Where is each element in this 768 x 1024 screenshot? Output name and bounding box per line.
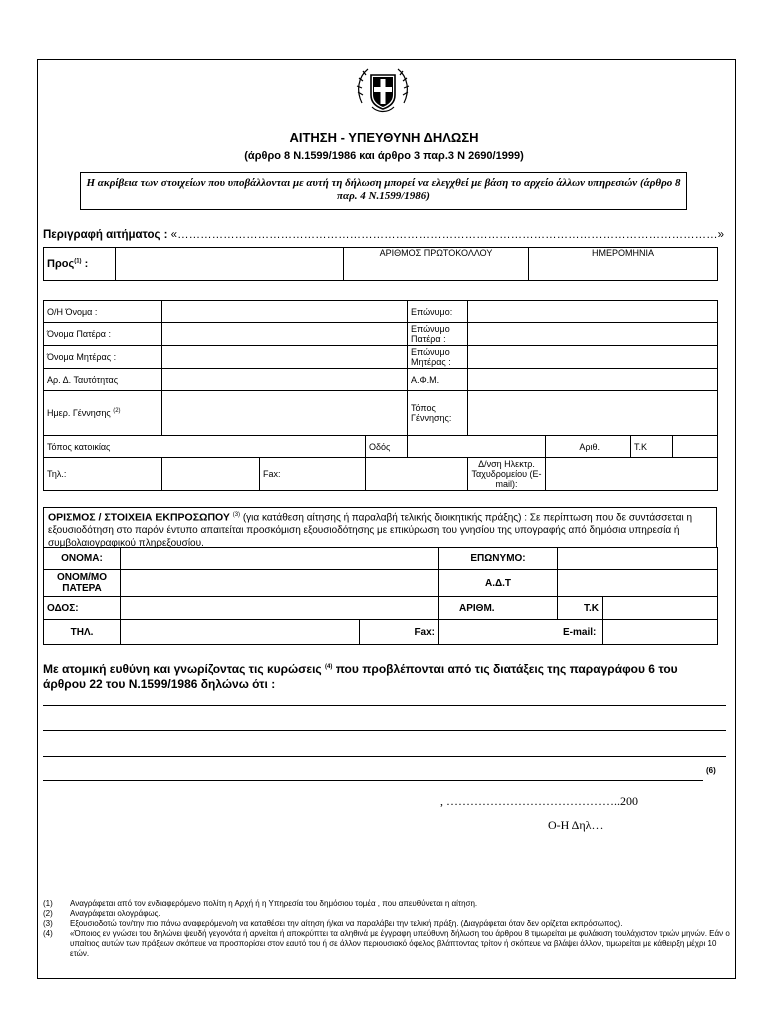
afm-field[interactable] [468,369,718,391]
rep-name-label: ΟΝΟΜΑ: [44,548,121,570]
protocol-cell[interactable] [344,248,529,281]
place-date-line[interactable]: , ……………………………………..200 [440,794,638,808]
id-number-field[interactable] [162,369,408,391]
rep-number-label: ΑΡΙΘΜ. [439,597,558,620]
afm-label: Α.Φ.Μ. [408,369,468,391]
mother-surname-field[interactable] [468,346,718,369]
representative-description: (για κατάθεση αίτησης ή παραλαβή τελικής διοικητικής πράξης) : Σε περίπτωση που δε συντάσσεται η εξουσιοδότηση στο παρόν έντυπο απαιτείται προσκόμιση εξουσιοδότησης με επικύρωση του γνησίου της υπογραφής από δημόσια υπηρεσία ή συμβολαιογραφικού πληρεξουσίου. [48,512,693,550]
rep-adt-label: Α.Δ.Τ [439,570,558,597]
footnotes [43,899,733,959]
rep-phone-label: ΤΗΛ. [44,620,121,645]
footnote-4: (4) «Όποιος εν γνώσει του δηλώνει ψευδή γεγονότα ή αρνείται ή αποκρύπτει τα αληθινά με έγγραφη υπεύθυνη δήλωση του άρθρου 8 τιμωρείται με φυλάκιση τουλάχιστον τριών μηνών. Εάν ο υπαίτιος αυτών των πράξεων σκόπευε να προσπορίσει στον εαυτό του ή σε άλλον περιουσιακό όφελος βλάπτοντας τρίτον ή σκόπευε να βλάψει άλλον, τιμωρείται με κάθειρξη μέχρι 10 ετών. [43,929,730,958]
date-label: ΗΜΕΡΟΜΗΝΙΑ [591,248,654,258]
rep-postal-label: Τ.Κ [558,597,603,620]
postal-field[interactable] [673,436,718,458]
surname-label: Επώνυμο: [408,301,468,323]
mother-name-field[interactable] [162,346,408,369]
rep-surname-label: ΕΠΩΝΥΜΟ: [439,548,558,570]
footnote-2: (2) Αναγράφεται ολογράφως. [43,909,161,918]
surname-field[interactable] [468,301,718,323]
birth-date-label: Ημερ. Γέννησης $^{(2)}$ [44,391,162,436]
coat-of-arms-emblem [352,61,414,123]
name-label: Ο/Η Όνομα : [44,301,162,323]
birth-place-field[interactable] [468,391,718,436]
rep-fax-label: Fax: [360,620,439,645]
recipient-field[interactable] [116,248,344,281]
to-label-cell: Προς$^{(1)}$ : [44,248,116,281]
recipient-table [43,247,718,281]
signer-label: Ο-Η Δηλ… [548,818,604,832]
representative-table [43,547,718,645]
description-label: Περιγραφή αιτήματος : [43,229,168,241]
birth-place-label: Τόπος Γέννησης: [408,391,468,436]
rep-father-name-label: ΟΝΟΜ/ΜΟ ΠΑΤΕΡΑ [44,570,121,597]
father-surname-label: Επώνυμο Πατέρα : [408,323,468,346]
declaration-line-3[interactable] [43,756,726,757]
fax-label: Fax: [260,458,366,491]
accuracy-notice: Η ακρίβεια των στοιχείων που υποβάλλονται με αυτή τη δήλωση μπορεί να ελεγχθεί με βάση το αρχείο άλλων υπηρεσιών (άρθρο 8 παρ. 4 Ν.1599/1986) [80,172,687,210]
applicant-table [43,300,718,491]
mother-name-label: Όνομα Μητέρας : [44,346,162,369]
rep-adt-field[interactable] [558,570,718,597]
rep-name-field[interactable] [121,548,439,570]
form-title: ΑΙΤΗΣΗ - ΥΠΕΥΘΥΝΗ ΔΗΛΩΣΗ [289,130,479,145]
fax-field[interactable] [366,458,468,491]
father-name-field[interactable] [162,323,408,346]
date-cell[interactable] [529,248,718,281]
declaration-line-2[interactable] [43,730,726,731]
rep-postal-field[interactable] [603,597,718,620]
street-label: Οδός [366,436,408,458]
description-dots: «……………………………………………………………………………………………………………………………» [170,229,724,241]
footnote-1: (1) Αναγράφεται από τον ενδιαφερόμενο πολίτη η Αρχή ή η Υπηρεσία του δημόσιου τομέα , που απευθύνεται η αίτηση. [43,899,478,908]
request-description[interactable] [43,229,723,241]
representative-heading: ΟΡΙΣΜΟΣ / ΣΤΟΙΧΕΙΑ ΕΚΠΡΟΣΩΠΟΥ [48,511,230,524]
residence-label: Τόπος κατοικίας [44,436,366,458]
email-label: Δ/νση Ηλεκτρ. Ταχυδρομείου (E-mail): [468,458,546,491]
street-field[interactable] [408,436,546,458]
phone-field[interactable] [162,458,260,491]
rep-father-name-field[interactable] [121,570,439,597]
representative-section-header: ΟΡΙΣΜΟΣ / ΣΤΟΙΧΕΙΑ ΕΚΠΡΟΣΩΠΟΥ $^{(3)}$ (για κατάθεση αίτησης ή παραλαβή τελικής διοικητικής πράξης) : Σε περίπτωση που δε συντάσσεται η εξουσιοδότηση στο παρόν έντυπο απαιτείται προσκόμιση εξουσιοδότησης με επικύρωση του γνησίου της υπογραφής από δημόσια υπηρεσία ή συμβολαιογραφικού πληρεξουσίου. [43,507,717,547]
declaration-line-4[interactable] [43,780,703,781]
declaration-line-1[interactable] [43,705,726,706]
form-subtitle: (άρθρο 8 Ν.1599/1986 και άρθρο 3 παρ.3 Ν 2690/1999) [244,150,524,162]
number-label: Αριθ. [546,436,631,458]
name-field[interactable] [162,301,408,323]
rep-phone-field[interactable] [121,620,360,645]
father-surname-field[interactable] [468,323,718,346]
protocol-label: ΑΡΙΘΜΟΣ ΠΡΩΤΟΚΟΛΛΟΥ [379,248,493,258]
mother-surname-label: Επώνυμο Μητέρας : [408,346,468,369]
father-name-label: Όνομα Πατέρα : [44,323,162,346]
rep-surname-field[interactable] [558,548,718,570]
rep-email-label: E-mail: [563,626,597,638]
postal-label: Τ.Κ [631,436,673,458]
phone-label: Τηλ.: [44,458,162,491]
email-field[interactable] [546,458,718,491]
rep-street-label: ΟΔΟΣ: [44,597,121,620]
id-number-label: Αρ. Δ. Ταυτότητας [44,369,162,391]
footnote-3: (3) Εξουσιοδοτώ τον/την πιο πάνω αναφερόμενο/η να καταθέσει την αίτηση ή/και να παραλάβει την τελική πράξη. (Διαγράφεται όταν δεν ορίζεται εκπρόσωπος). [43,919,623,928]
declaration-text: Με ατομική ευθύνη και γνωρίζοντας τις κυρώσεις $^{(4)}$ που προβλέπονται από τις διατάξεις της παραγράφου 6 του άρθρου 22 του Ν.1599/1986 δηλώνω ότι : [43,662,678,691]
rep-email-cell[interactable] [563,620,718,645]
rep-street-field[interactable] [121,597,439,620]
birth-date-field[interactable] [162,391,408,436]
footnote-6-mark: (6) [706,766,716,775]
